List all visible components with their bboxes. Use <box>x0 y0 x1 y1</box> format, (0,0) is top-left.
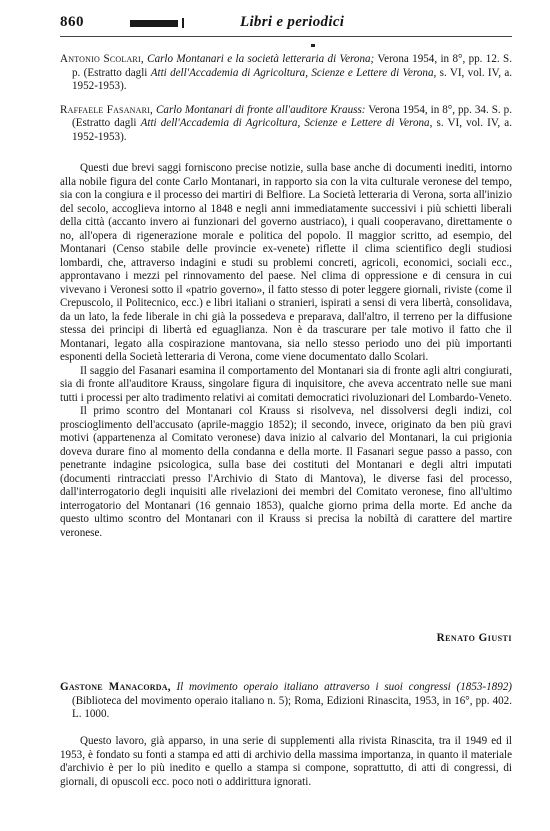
entry-series: Atti dell'Accademia di Agricoltura, Scienze e Lettere di Verona, <box>140 117 433 129</box>
review1-paragraph: Questi due brevi saggi forniscono precise notizie, sulla base anche di documenti inediti, intorno alla nobile figura del conte Carlo Montanari, in rapporto sia con la vita culturale veronese del tempo, sia con la congiura e il processo dei martiri di Belfiore. La Società letteraria di Verona, sorta all'inizio del secolo, accoglieva intorno al 1848 e negli anni immediatamente successivi i più schietti liberali della città (accanto invero ai funzionari del governo austriaco), i quali cooperavano, direttamente o no, all'opera di rigenerazione morale e politica del popolo. Il maggior scritto, ad esempio, del Montanari (Censo stabile delle provincie ex-venete) riflette il clima scientifico degli studiosi lombardi, che, attraverso indagini e studi su problemi concreti, agricoli, economici, sociali ecc., approntavano i mezzi pel rinnovamento del paese. Nel clima di oppressione e di censura in cui vivevano i Veronesi sotto il «patrio governo», il fatto stesso di poter leggere giornali, riviste (come il Crepuscolo, il Politecnico, ecc.) e libri italiani o stranieri, ispirati a sensi di vera libertà, consolidava, da un lato, la fede liberale in chi già la possedeva e preparava, dall'altro, il terreno per la diffusione stessa dei principi di libertà ed eguaglianza. Non è da trascurare per tale motivo il fatto che il Montanari, legato alla cospirazione mantovana, sia nello stesso periodo uno dei più importanti esponenti della Società letteraria di Verona, come viene documentato dallo Scolari. <box>60 162 512 363</box>
entry-author: Gastone Manacorda, <box>60 681 171 693</box>
bib-entry-manacorda <box>60 681 512 722</box>
review2-body <box>60 735 512 789</box>
entry-title: Il movimento operaio italiano attraverso i suoi congressi (1853-1892) <box>176 681 512 693</box>
ink-mark <box>182 18 184 28</box>
entry-publication-details: s. VI, vol. IV, a. 1952-1953). <box>72 66 513 92</box>
header-rule <box>60 36 512 37</box>
entry-publication-details: s. VI, vol. IV, a. 1952-1953). <box>72 117 512 143</box>
page-header <box>60 14 512 34</box>
review1-bibliography <box>60 53 512 144</box>
running-title: Libri e periodici <box>240 14 345 30</box>
entry-publication: (Biblioteca del movimento operaio italiano n. 5); Roma, Edizioni Rinascita, 1953, in 16°, pp. 402. L. 1000. <box>72 694 512 720</box>
entry-publication: Verona 1954, in 8°, pp. 34. S. p. (Estratto dagli <box>72 103 512 129</box>
review1-paragraph: Il primo scontro del Montanari col Krauss si risolveva, nel dissolversi degli indizi, col proscioglimento dell'accusato (aprile-maggio 1852); il secondo, invece, originato da ben più gravi motivi (appartenenza al Comitato veronese) dava inizio al calvario del Montanari, la cui prigionia doveva durare fino al momento della condanna e della morte. Il Fasanari segue passo a passo, con penetrante indagine psicologica, sulla base dei costituti del Montanari e degli altri imputati (documenti rintracciati presso l'Archivio di Stato di Mantova), le diverse fasi del processo, dall'interrogatorio degli inquisiti alle rivelazioni dei membri del Comitato veronese, fino all'ultimo interrogatorio del Montanari (16 gennaio 1853), qualche giorno prima della morte. Ed anche da questo ultimo scontro del Montanari con il Krauss si precisa la nobiltà di carattere del martire veronese. <box>60 405 512 539</box>
entry-title: Carlo Montanari e la società letteraria di Verona; <box>147 53 375 65</box>
page-number: 860 <box>60 14 84 30</box>
ink-dot <box>311 44 315 47</box>
entry-author: Raffaele Fasanari, <box>60 103 154 116</box>
review2-bibliography <box>60 681 512 722</box>
entry-publication: Verona 1954, in 8°, pp. 12. S. p. (Estratto dagli <box>72 53 512 79</box>
entry-series: Atti dell'Accademia di Agricoltura, Scienze e Lettere di Verona, <box>150 66 437 79</box>
entry-author: Antonio Scolari, <box>60 53 144 65</box>
review1-body <box>60 162 512 540</box>
bib-entry-scolari <box>60 53 512 94</box>
ink-smudge <box>130 20 178 27</box>
entry-title: Carlo Montanari di fronte all'auditore Krauss: <box>156 103 366 116</box>
review-signature: Renato Giusti <box>436 632 512 644</box>
review2-paragraph: Questo lavoro, già apparso, in una serie di supplementi alla rivista Rinascita, tra il 1949 ed il 1953, è fondato su fonti a stampa ed atti di archivio della massima importanza, in quanto il materiale d'archivio è per lo più inedito e quello a stampa si compone, soprattutto, di atti di congressi, di giornali, di opuscoli ecc. poco noti o addirittura ignorati. <box>60 735 512 788</box>
review1-paragraph: Il saggio del Fasanari esamina il comportamento del Montanari sia di fronte agli altri congiurati, sia di fronte all'auditore Krauss, singolare figura di inquisitore, che aveva accentrato nelle sue mani tutti i processi per alto tradimento relativi ai comitati democratici rivoluzionari del Lombardo-Veneto. <box>60 364 512 404</box>
bib-entry-fasanari <box>60 104 512 145</box>
